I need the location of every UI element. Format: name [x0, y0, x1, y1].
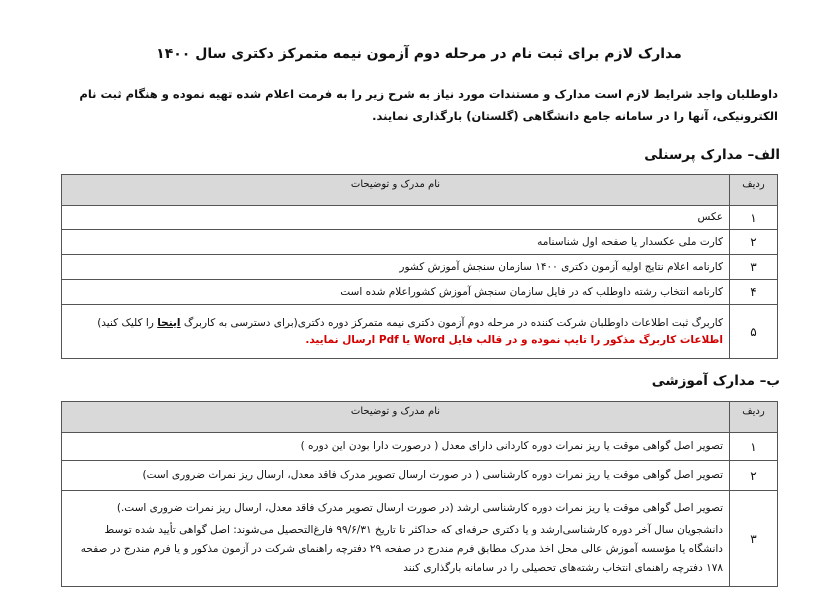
section-b-title: ب– مدارک آموزشی — [651, 373, 780, 389]
row-number: ۳ — [730, 255, 778, 280]
row-description: تصویر اصل گواهی موقت یا ریز نمرات دوره کاردانی دارای معدل ( درصورت دارا بودن این دوره ) — [62, 433, 730, 461]
format-note: اطلاعات کاربرگ مذکور را تایپ نموده و در قالب فایل Word یا Pdf ارسال نمایید. — [305, 333, 723, 346]
table-row — [62, 433, 778, 461]
row-description: کارنامه اعلام نتایج اولیه آزمون دکتری ۱۴۰۰ سازمان سنجش آموزش کشور — [62, 255, 730, 280]
table-header-row — [62, 175, 778, 206]
row-number: ۴ — [730, 280, 778, 305]
row-number: ۲ — [730, 461, 778, 491]
row-description: کارت ملی عکسدار یا صفحه اول شناسنامه — [62, 230, 730, 255]
final-year-students-note: دانشجویان سال آخر دوره کارشناسی‌ارشد و یا دکتری حرفه‌ای که حداکثر تا تاریخ ۹۹/۶/۳۱ فارغ‌التحصیل می‌شوند: اصل گواهی تأیید شده توسط دانشگاه یا مؤسسه آموزش عالی محل اخذ مدرک مطابق فرم مندرج در صفحه ۲۹ دفترچه راهنمای شرکت در آزمون مذکور و یا فرم مندرج در صفحه ۱۷۸ دفترچه راهنمای انتخاب رشته‌های تحصیلی را در سامانه بارگذاری کنند — [80, 523, 723, 574]
row-description: عکس — [62, 206, 730, 230]
table-row — [62, 255, 778, 280]
personal-documents-table — [61, 174, 778, 359]
column-header-description: نام مدرک و توضیحات — [62, 175, 730, 206]
form-download-line: کاربرگ ثبت اطلاعات داوطلبان شرکت کننده در مرحله دوم آزمون دکتری نیمه متمرکز دوره دکتری(برای دسترسی به کاربرگ اینجا را کلیک کنید) — [97, 316, 723, 329]
table-row — [62, 280, 778, 305]
table-row — [62, 305, 778, 359]
ms-transcript-line: تصویر اصل گواهی موقت یا ریز نمرات دوره کارشناسی ارشد (در صورت ارسال تصویر مدرک فاقد معدل، ارسال ریز نمرات ضروری است.) — [116, 501, 723, 514]
row-number: ۳ — [730, 491, 778, 587]
row-number: ۵ — [730, 305, 778, 359]
section-a-title: الف– مدارک پرسنلی — [644, 147, 780, 163]
column-header-number: ردیف — [730, 175, 778, 206]
table-row — [62, 230, 778, 255]
intro-paragraph: داوطلبان واجد شرایط لازم است مدارک و مستندات مورد نیاز به شرح زیر را به فرمت اعلام شده تهیه نموده و هنگام ثبت نام الکترونیکی، آنها را در سامانه جامع دانشگاهی (گلستان) بارگذاری نمایند. — [79, 87, 778, 123]
row-description: تصویر اصل گواهی موقت یا ریز نمرات دوره کارشناسی ( در صورت ارسال تصویر مدرک فاقد معدل، ارسال ریز نمرات ضروری است) — [62, 461, 730, 491]
row-description — [62, 491, 730, 587]
row-description: کارنامه انتخاب رشته داوطلب که در فایل سازمان سنجش آموزش کشوراعلام شده است — [62, 280, 730, 305]
column-header-number: ردیف — [730, 402, 778, 433]
table-row — [62, 491, 778, 587]
row-description — [62, 305, 730, 359]
table-row — [62, 461, 778, 491]
row-number: ۲ — [730, 230, 778, 255]
column-header-description: نام مدرک و توضیحات — [62, 402, 730, 433]
page-title: مدارک لازم برای ثبت نام در مرحله دوم آزمون نیمه متمرکز دکتری سال ۱۴۰۰ — [156, 46, 682, 62]
educational-documents-table — [61, 401, 778, 587]
table-header-row — [62, 402, 778, 433]
row-number: ۱ — [730, 433, 778, 461]
table-row — [62, 206, 778, 230]
row-number: ۱ — [730, 206, 778, 230]
form-download-link[interactable]: اینجا — [157, 316, 181, 329]
